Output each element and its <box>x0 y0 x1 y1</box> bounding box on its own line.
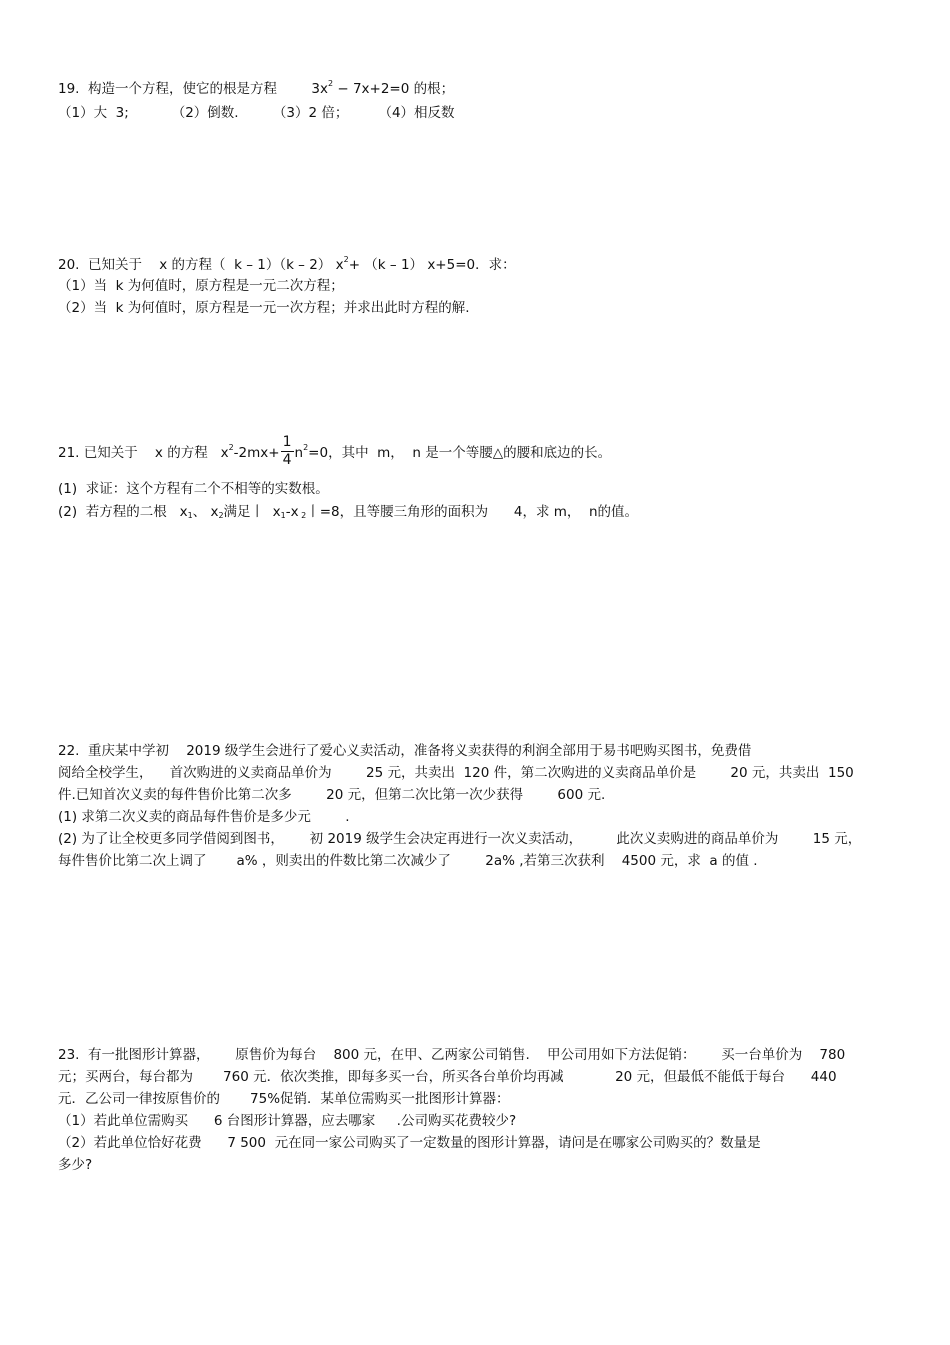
q21-text: 满足丨 x <box>223 504 281 520</box>
q21-text: (2) 若方程的二根 x <box>58 504 188 520</box>
q20-line-2: （1）当 k 为何值时，原方程是一元二次方程； <box>58 278 344 294</box>
q23-line-6: 多少? <box>58 1157 93 1173</box>
q23-line-1: 23. 有一批图形计算器， 原售价为每台 800 元，在甲、乙两家公司销售. 甲公司用如下方法促销： 买一台单价为 780 <box>58 1047 846 1063</box>
q21-subscript: 2 <box>218 511 224 520</box>
q21-line-3 <box>58 503 638 521</box>
q21-subscript: 1 <box>280 511 286 520</box>
q21-subscript: 1 <box>187 511 193 520</box>
q21-exponent: 2 <box>228 443 234 452</box>
q22-line-4: (1) 求第二次义卖的商品每件售价是多少元 . <box>58 809 350 825</box>
q19-line-1 <box>58 80 454 98</box>
q21-exponent: 2 <box>303 443 309 452</box>
q19-exponent: 2 <box>327 79 334 88</box>
q21-text: 、 x <box>192 504 219 520</box>
q22-line-3: 件.已知首次义卖的每件售价比第二次多 20 元，但第二次比第一次少获得 600 元. <box>58 787 606 803</box>
q21-text: =0，其中 m， n 是一个等腰△的腰和底边的长。 <box>308 445 612 461</box>
q21-text: 丨=8，且等腰三角形的面积为 4，求 m， n的值。 <box>306 504 639 520</box>
q19-line-2: （1）大 3; （2）倒数. （3）2 倍； （4）相反数 <box>58 105 455 121</box>
q22-line-1: 22. 重庆某中学初 2019 级学生会进行了爱心义卖活动，准备将义卖获得的利润全部用于易书吧购买图书，免费借 <box>58 743 752 759</box>
q20-text: + （k – 1） x+5=0．求： <box>348 257 516 273</box>
q21-text: -x <box>285 504 299 520</box>
q22-line-5: (2) 为了让全校更多同学借阅到图书， 初 2019 级学生会决定再进行一次义卖活动， 此次义卖购进的商品单价为 15 元， <box>58 831 862 847</box>
q23-line-4: （1）若此单位需购买 6 台图形计算器，应去哪家 .公司购买花费较少? <box>58 1113 517 1129</box>
q21-subscript: 2 <box>298 511 307 520</box>
q21-text: -2mx+ <box>233 445 280 461</box>
q21-line-1 <box>58 433 611 473</box>
q23-line-2: 元；买两台，每台都为 760 元．依次类推，即每多买一台，所买各台单价均再减 20 元，但最低不能低于每台 440 <box>58 1069 837 1085</box>
q19-text: 19. 构造一个方程，使它的根是方程 3x <box>58 81 328 97</box>
q21-fraction-denominator: 4 <box>282 451 292 468</box>
q23-line-5: （2）若此单位恰好花费 7 500 元在同一家公司购买了一定数量的图形计算器，请问是在哪家公司购买的？数量是 <box>58 1135 761 1151</box>
q21-line-2: (1) 求证：这个方程有二个不相等的实数根。 <box>58 481 329 497</box>
q22-line-6: 每件售价比第二次上调了 a% ，则卖出的件数比第二次减少了 2a% ,若第三次获利 4500 元，求 a 的值 . <box>58 853 758 869</box>
q20-line-3: （2）当 k 为何值时，原方程是一元一次方程；并求出此时方程的解. <box>58 300 470 316</box>
q21-fraction-numerator: 1 <box>282 433 292 450</box>
q19-text: − 7x+2=0 的根； <box>333 81 455 97</box>
q20-text: 20. 已知关于 x 的方程（ k – 1）（k – 2） x <box>58 257 344 273</box>
q21-text: n <box>294 445 304 461</box>
q20-exponent: 2 <box>343 255 349 264</box>
q23-line-3: 元．乙公司一律按原售价的 75%促销．某单位需购买一批图形计算器： <box>58 1091 510 1107</box>
q21-fraction <box>281 434 294 469</box>
q22-line-2: 阅给全校学生， 首次购进的义卖商品单价为 25 元，共卖出 120 件，第二次购进的义卖商品单价是 20 元，共卖出 150 <box>58 765 854 781</box>
q20-line-1 <box>58 256 516 274</box>
q21-text: 21. 已知关于 x 的方程 x <box>58 445 229 461</box>
